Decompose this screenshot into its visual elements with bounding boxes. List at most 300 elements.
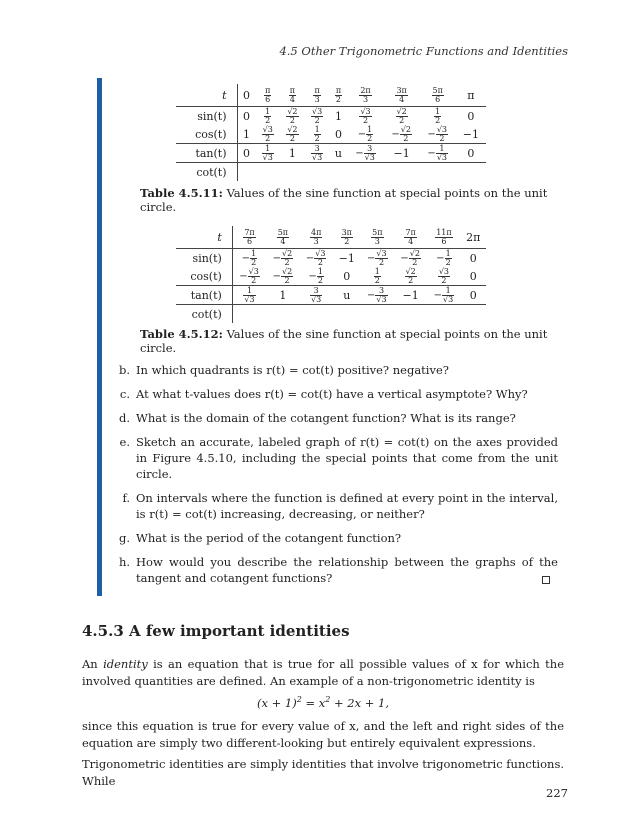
table-cell-value — [427, 143, 448, 162]
header-angle-cell — [333, 226, 361, 249]
table-cell — [361, 286, 394, 305]
table-cell — [347, 107, 383, 126]
table-cell-value — [241, 248, 257, 267]
table-cell-value — [343, 289, 350, 302]
fraction-denominator: 6 — [246, 236, 253, 246]
fraction — [264, 108, 271, 125]
fraction-numerator: 1 — [262, 145, 274, 154]
row-label: cot(t) — [176, 305, 232, 324]
cell-text: 0 — [469, 251, 477, 265]
cell-text: 0 — [242, 109, 250, 123]
table-cell-value — [243, 227, 255, 246]
equation-rhs: + 2x + 1, — [330, 695, 390, 710]
table-cell-value — [470, 270, 477, 283]
table-cell — [255, 125, 280, 144]
fraction — [436, 145, 448, 162]
fraction-denominator: 4 — [408, 236, 414, 246]
table-cell-value — [335, 110, 342, 123]
identity-equation — [82, 695, 564, 710]
table-cell — [280, 125, 305, 144]
cell-text: 0 — [469, 269, 477, 283]
header-angle-cell — [420, 84, 456, 107]
table-cell-value — [311, 143, 323, 162]
fraction-denominator: 3 — [313, 236, 319, 246]
fraction-denominator: 2 — [441, 275, 447, 285]
fraction-numerator: 1 — [265, 106, 271, 116]
fraction — [438, 268, 450, 285]
header-angle-cell — [329, 84, 347, 107]
fraction-denominator: √3 — [262, 152, 273, 162]
minus-sign: − — [367, 253, 376, 264]
fraction-numerator: 3 — [375, 287, 387, 296]
question-label: c. — [119, 387, 130, 401]
table-cell-value — [310, 227, 322, 246]
fraction — [374, 268, 381, 285]
table-cell-value — [436, 248, 451, 267]
table-cell-value — [286, 124, 298, 143]
fraction-denominator: 2 — [314, 133, 320, 143]
minus-sign: − — [436, 253, 445, 264]
table-cell — [384, 107, 420, 126]
table-row — [176, 286, 486, 305]
fraction — [434, 108, 441, 125]
fraction-denominator: √3 — [364, 152, 375, 162]
table-cell-value — [264, 106, 271, 125]
question-text: What is the period of the cotangent function? — [136, 531, 402, 545]
table-cell-value — [467, 110, 474, 123]
table-cell — [329, 144, 347, 163]
fraction-numerator: 1 — [442, 287, 454, 296]
table-cell-value — [243, 128, 250, 141]
fraction — [405, 268, 417, 285]
table-cell-value — [367, 248, 388, 267]
minus-sign: − — [239, 271, 248, 282]
cell-text: 1 — [242, 127, 250, 141]
caption-label: Table 4.5.12: — [140, 327, 223, 341]
table-cell-value — [438, 266, 450, 285]
section-title: 4.5.3 A few important identities — [82, 622, 350, 640]
table-cell — [300, 249, 333, 268]
table-cell — [255, 163, 280, 182]
table-cell-value — [335, 147, 342, 160]
fraction-numerator: √2 — [396, 106, 407, 116]
fraction-denominator: 2 — [374, 275, 380, 285]
fraction-numerator: 3 — [364, 145, 376, 154]
fraction-denominator: 3 — [374, 236, 380, 246]
header-angle-cell — [237, 84, 255, 107]
table-cell-value — [264, 85, 271, 104]
table-cell — [461, 286, 486, 305]
table-cell — [333, 305, 361, 324]
table-cell-value — [400, 248, 421, 267]
question-item — [112, 410, 558, 426]
fraction-denominator: √3 — [311, 294, 322, 304]
fraction-numerator: 3π — [341, 227, 352, 237]
fraction — [281, 268, 293, 285]
minus-sign: − — [427, 148, 436, 159]
fraction-denominator: 2 — [362, 115, 369, 125]
table-cell-value — [343, 270, 350, 283]
fraction — [286, 108, 298, 125]
fraction-denominator: 2 — [378, 257, 385, 267]
table-cell-value — [341, 227, 353, 246]
table-cell — [394, 249, 427, 268]
cell-text: −1 — [462, 127, 479, 141]
fraction-numerator: 4π — [311, 227, 322, 237]
fraction — [396, 108, 408, 125]
table-cell — [305, 163, 330, 182]
fraction-denominator: 6 — [435, 94, 441, 104]
question-list — [112, 362, 558, 594]
table-cell-value — [262, 124, 274, 143]
table-cell — [305, 144, 330, 163]
table-cell-value — [463, 128, 479, 141]
table-cell — [266, 286, 299, 305]
table-cell-value — [367, 285, 388, 304]
fraction-denominator: 2 — [251, 257, 257, 267]
fraction — [436, 126, 448, 143]
fraction-denominator: √3 — [443, 294, 454, 304]
header-angle-cell — [456, 84, 486, 107]
table-cell-value — [404, 227, 416, 246]
cell-text: −1 — [393, 146, 410, 160]
cell-text: π — [467, 88, 475, 102]
table-row — [176, 305, 486, 324]
table-header-row — [176, 226, 486, 249]
table-cell — [232, 249, 266, 268]
fraction — [359, 87, 371, 104]
fraction-denominator: √3 — [312, 152, 323, 162]
table-cell-value — [314, 124, 321, 143]
table-cell — [237, 144, 255, 163]
fraction — [371, 229, 383, 246]
table-cell-value — [435, 227, 452, 246]
fraction — [341, 229, 353, 246]
fraction-numerator: 1 — [435, 106, 441, 116]
paragraph-trig-identities: Trigonometric identities are simply identities that involve trigonometric functions. While — [82, 757, 564, 788]
table-cell-value — [243, 89, 250, 102]
activity-margin-bar — [97, 78, 102, 596]
question-item — [112, 490, 558, 522]
fraction-numerator: π — [289, 85, 296, 95]
table-cell — [333, 286, 361, 305]
table-cell-value — [470, 252, 477, 265]
fraction — [243, 287, 255, 304]
row-label: sin(t) — [176, 107, 237, 126]
fraction-denominator: 2 — [289, 133, 295, 143]
cell-text: u — [343, 288, 351, 302]
fraction-numerator: √2 — [287, 124, 298, 134]
fraction — [310, 229, 322, 246]
table-cell — [461, 249, 486, 268]
fraction-numerator: 7π — [405, 227, 416, 237]
cell-text: 0 — [343, 269, 351, 283]
table-cell-value — [239, 266, 260, 285]
table-cell-value — [335, 128, 342, 141]
fraction-numerator: √3 — [315, 248, 326, 258]
table-caption-4-5-12 — [140, 327, 580, 355]
table-cell-value — [405, 266, 417, 285]
table-row — [176, 107, 486, 126]
fraction — [313, 87, 320, 104]
table-cell-value — [308, 266, 323, 285]
table-cell-value — [394, 147, 410, 160]
question-item — [112, 386, 558, 402]
table-cell-value — [272, 266, 294, 285]
table-row — [176, 125, 486, 144]
table-cell — [333, 249, 361, 268]
table-cell — [255, 107, 280, 126]
fraction — [442, 287, 454, 304]
fraction-denominator: 2 — [289, 115, 295, 125]
table-cell-value — [286, 106, 298, 125]
table-cell-value — [289, 85, 296, 104]
cell-text: 0 — [242, 88, 250, 102]
table-cell — [361, 305, 394, 324]
fraction-numerator: √3 — [376, 248, 387, 258]
fraction-numerator: √3 — [436, 124, 447, 134]
paragraph-identity-definition — [82, 656, 564, 690]
fraction-denominator: 2 — [284, 257, 290, 267]
table-cell-value — [467, 147, 474, 160]
question-item — [112, 362, 558, 378]
fraction-denominator: 2 — [284, 275, 290, 285]
fraction — [395, 87, 407, 104]
table-cell — [300, 267, 333, 286]
table-cell — [300, 305, 333, 324]
fraction-numerator: 5π — [432, 85, 443, 95]
table-cell — [394, 286, 427, 305]
table-cell — [427, 305, 460, 324]
table-cell — [427, 267, 460, 286]
table-cell-value — [374, 266, 381, 285]
fraction-numerator: √2 — [287, 106, 298, 116]
table-cell-value — [395, 85, 407, 104]
table-cell — [347, 125, 383, 144]
fraction — [445, 250, 452, 267]
fraction-denominator: 6 — [265, 94, 271, 104]
fraction-denominator: 2 — [314, 115, 320, 125]
fraction-numerator: 1 — [251, 248, 257, 258]
table-cell — [420, 107, 456, 126]
table-cell — [333, 267, 361, 286]
fraction-denominator: 2 — [251, 275, 257, 285]
table-4-5-11 — [176, 84, 486, 181]
table-cell-value — [403, 289, 419, 302]
row-label: sin(t) — [176, 249, 232, 268]
cell-text: u — [334, 146, 343, 160]
fraction-denominator: 2 — [317, 257, 323, 267]
row-label: tan(t) — [176, 286, 232, 305]
fraction-numerator: 7π — [244, 227, 255, 237]
table-cell — [237, 107, 255, 126]
fraction-denominator: 6 — [441, 236, 447, 246]
paragraph-equivalence: since this equation is true for every value of x, and the left and right sides of the equation are simply two different-looking but entirely equivalent expressions. — [82, 719, 564, 750]
table-cell — [461, 267, 486, 286]
fraction — [432, 87, 444, 104]
paragraph-text: is an equation that is true for all possible values of x for which the involved quantities are defined. An example of a non-trigonometric identity is — [82, 657, 565, 688]
table-row — [176, 249, 486, 268]
fraction-numerator: 11π — [436, 227, 452, 237]
fraction-numerator: π — [335, 85, 342, 95]
minus-sign: − — [427, 129, 436, 140]
header-angle-cell — [280, 84, 305, 107]
table-cell — [347, 163, 383, 182]
fraction — [310, 287, 322, 304]
table-cell-value — [335, 85, 342, 104]
fraction-numerator: √2 — [400, 124, 411, 134]
fraction — [314, 126, 321, 143]
table-cell-value — [434, 106, 441, 125]
cell-text: 1 — [279, 288, 287, 302]
fraction-denominator: 2 — [408, 275, 414, 285]
fraction-denominator: 2 — [265, 133, 271, 143]
table-cell-value — [243, 110, 250, 123]
table-cell-value — [272, 248, 294, 267]
table-cell-value — [262, 143, 274, 162]
table-cell-value — [371, 227, 383, 246]
table-cell — [280, 107, 305, 126]
table-cell — [427, 249, 460, 268]
equation-exponent: 2 — [325, 695, 331, 704]
fraction-numerator: 1 — [436, 145, 448, 154]
table-cell-value — [243, 147, 250, 160]
minus-sign: − — [272, 271, 281, 282]
cell-text: −1 — [338, 251, 355, 265]
end-of-activity-square-icon — [542, 576, 550, 584]
question-label: b. — [118, 363, 130, 377]
question-label: h. — [118, 555, 130, 569]
table-cell — [420, 125, 456, 144]
fraction-numerator: 3 — [310, 287, 322, 296]
fraction — [250, 250, 257, 267]
fraction — [264, 87, 271, 104]
fraction-denominator: 4 — [280, 236, 286, 246]
fraction-numerator: 5π — [277, 227, 289, 237]
table-header-row — [176, 84, 486, 107]
table-cell-value — [339, 252, 355, 265]
fraction — [335, 87, 342, 104]
fraction — [262, 126, 274, 143]
equation-mid: = x — [301, 695, 326, 710]
fraction — [262, 145, 274, 162]
table-cell — [461, 305, 486, 324]
fraction-numerator: √3 — [360, 106, 371, 116]
table-cell — [456, 163, 486, 182]
table-cell — [394, 305, 427, 324]
fraction-numerator: √3 — [312, 106, 323, 116]
fraction — [317, 268, 324, 285]
row-label: tan(t) — [176, 144, 237, 163]
table-cell — [232, 305, 266, 324]
table-4-5-12 — [176, 226, 486, 323]
table-cell — [456, 144, 486, 163]
row-label: cos(t) — [176, 267, 232, 286]
fraction — [281, 250, 293, 267]
fraction-denominator: √3 — [244, 294, 255, 304]
header-angle-cell — [394, 226, 427, 249]
cell-text: 1 — [334, 109, 342, 123]
header-angle-cell — [384, 84, 420, 107]
fraction-numerator: 1 — [317, 266, 323, 276]
table-cell-value — [466, 231, 480, 244]
minus-sign: − — [305, 253, 315, 264]
table-cell — [394, 267, 427, 286]
table-cell-value — [355, 143, 376, 162]
fraction-denominator: √3 — [436, 152, 447, 162]
table-cell — [347, 144, 383, 163]
fraction — [409, 250, 421, 267]
minus-sign: − — [367, 290, 376, 301]
table-cell-value — [427, 124, 448, 143]
minus-sign: − — [357, 129, 367, 140]
table-cell — [329, 107, 347, 126]
fraction — [375, 250, 387, 267]
fraction-numerator: √2 — [281, 266, 293, 276]
fraction-numerator: √2 — [281, 248, 293, 258]
table-caption-4-5-11 — [140, 186, 580, 214]
question-text: In which quadrants is r(t) = cot(t) positive? negative? — [136, 363, 449, 377]
header-angle-cell — [266, 226, 299, 249]
fraction-denominator: 2 — [412, 257, 418, 267]
question-text: Sketch an accurate, labeled graph of r(t) = cot(t) on the axes provided in Figure 4.5.10, including the special points that come from the unit circle. — [136, 435, 558, 481]
fraction — [311, 145, 323, 162]
running-head: 4.5 Other Trigonometric Functions and Identities — [279, 44, 568, 58]
fraction-numerator: π — [265, 85, 271, 95]
fraction-numerator: √3 — [248, 266, 259, 276]
header-angle-cell — [255, 84, 280, 107]
table-cell-value — [357, 124, 373, 143]
fraction — [366, 126, 373, 143]
table-cell — [456, 125, 486, 144]
page-number: 227 — [546, 786, 568, 800]
fraction-numerator: 3π — [396, 85, 407, 95]
minus-sign: − — [355, 148, 364, 159]
table-cell — [266, 267, 299, 286]
fraction-denominator: 2 — [344, 236, 350, 246]
table-cell-value — [311, 106, 323, 125]
question-label: g. — [118, 531, 130, 545]
header-angle-cell — [305, 84, 330, 107]
question-text: On intervals where the function is defined at every point in the interval, is r(t) = cot(t) increasing, decreasing, or neither? — [136, 491, 558, 521]
cell-text: 0 — [242, 146, 250, 160]
fraction-denominator: 2 — [435, 115, 441, 125]
fraction — [435, 229, 452, 246]
fraction-denominator: 2 — [445, 257, 451, 267]
table-cell — [384, 144, 420, 163]
fraction-numerator: 1 — [367, 124, 373, 134]
fraction-denominator: 2 — [439, 133, 445, 143]
table-cell — [232, 286, 266, 305]
cell-text: 0 — [469, 288, 477, 302]
fraction-numerator: 2π — [360, 85, 371, 95]
table-cell — [384, 125, 420, 144]
table-cell — [305, 125, 330, 144]
table-cell — [329, 163, 347, 182]
header-angle-cell — [300, 226, 333, 249]
paragraph-text: An — [82, 657, 104, 671]
question-item — [112, 554, 558, 586]
fraction-denominator: 2 — [265, 115, 271, 125]
equation-lhs: (x + 1) — [256, 695, 297, 710]
question-label: e. — [119, 435, 130, 449]
fraction-denominator: 2 — [403, 133, 409, 143]
fraction-denominator: 2 — [317, 275, 323, 285]
fraction — [404, 229, 416, 246]
cell-text: 1 — [288, 146, 296, 160]
fraction — [243, 229, 255, 246]
table-cell — [266, 249, 299, 268]
